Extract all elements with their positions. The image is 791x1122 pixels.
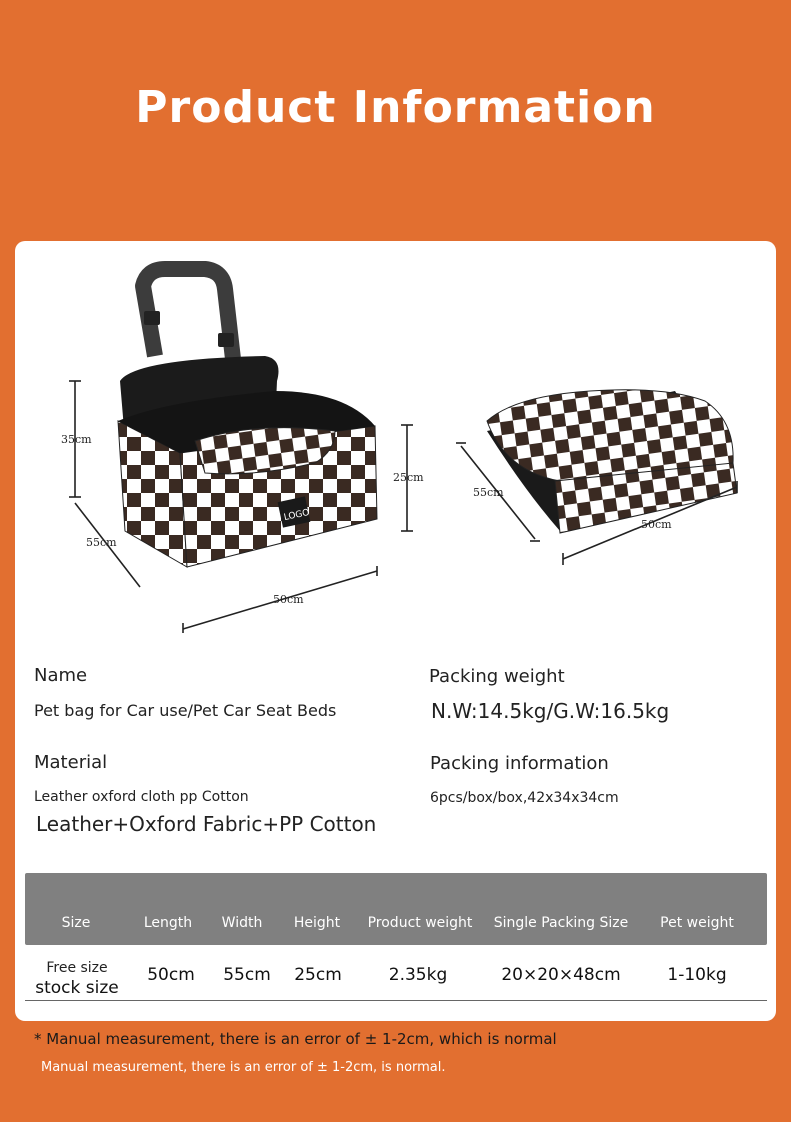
col-height: Height: [293, 915, 341, 931]
col-length: Length: [143, 915, 193, 931]
col-width: Width: [221, 915, 263, 931]
cell-height: 25cm: [294, 965, 342, 985]
cell-size-line2: stock size: [35, 978, 119, 998]
right-depth-label: 55cm: [473, 486, 504, 499]
right-width-label: 50cm: [641, 518, 672, 531]
seat-cushion: [487, 390, 737, 533]
material-value: Leather oxford cloth pp Cotton: [34, 789, 249, 805]
material-value-alt: Leather+Oxford Fabric+PP Cotton: [36, 812, 377, 836]
packing-info-label: Packing information: [430, 753, 609, 774]
measurement-note: * Manual measurement, there is an error of ± 1-2cm, which is normal: [34, 1030, 557, 1048]
table-row: [25, 945, 767, 1001]
material-label: Material: [34, 752, 108, 773]
bag-handle: [143, 269, 234, 359]
cell-length: 50cm: [147, 965, 195, 985]
car-seat-bag: [118, 356, 377, 567]
cell-packing-size: 20×20×48cm: [501, 965, 621, 985]
name-value: Pet bag for Car use/Pet Car Seat Beds: [34, 701, 337, 720]
packing-info-value: 6pcs/box/box,42x34x34cm: [430, 790, 619, 806]
col-product-weight: Product weight: [367, 915, 473, 931]
left-inner-height-label: 25cm: [393, 471, 424, 484]
cell-product-weight: 2.35kg: [388, 965, 448, 985]
page-title: Product Information: [135, 82, 656, 133]
cell-pet-weight: 1-10kg: [667, 965, 727, 985]
left-height-label: 35cm: [61, 433, 92, 446]
col-packing-size: Single Packing Size: [493, 915, 629, 931]
table-header: [25, 873, 767, 945]
name-label: Name: [34, 665, 88, 686]
left-depth-label: 55cm: [86, 536, 117, 549]
product-card: [15, 241, 776, 1021]
packing-weight-value: N.W:14.5kg/G.W:16.5kg: [431, 699, 670, 723]
col-pet-weight: Pet weight: [660, 915, 734, 931]
col-size: Size: [61, 915, 91, 931]
cell-size-line1: Free size: [46, 960, 108, 976]
measurement-note-alt: Manual measurement, there is an error of ± 1-2cm, is normal.: [41, 1060, 446, 1075]
product-illustration: [15, 241, 776, 641]
spec-table: [25, 873, 767, 1001]
left-width-label: 50cm: [273, 593, 304, 606]
cell-width: 55cm: [223, 965, 271, 985]
logo-label: LOGO: [283, 507, 311, 524]
packing-weight-label: Packing weight: [429, 666, 565, 687]
